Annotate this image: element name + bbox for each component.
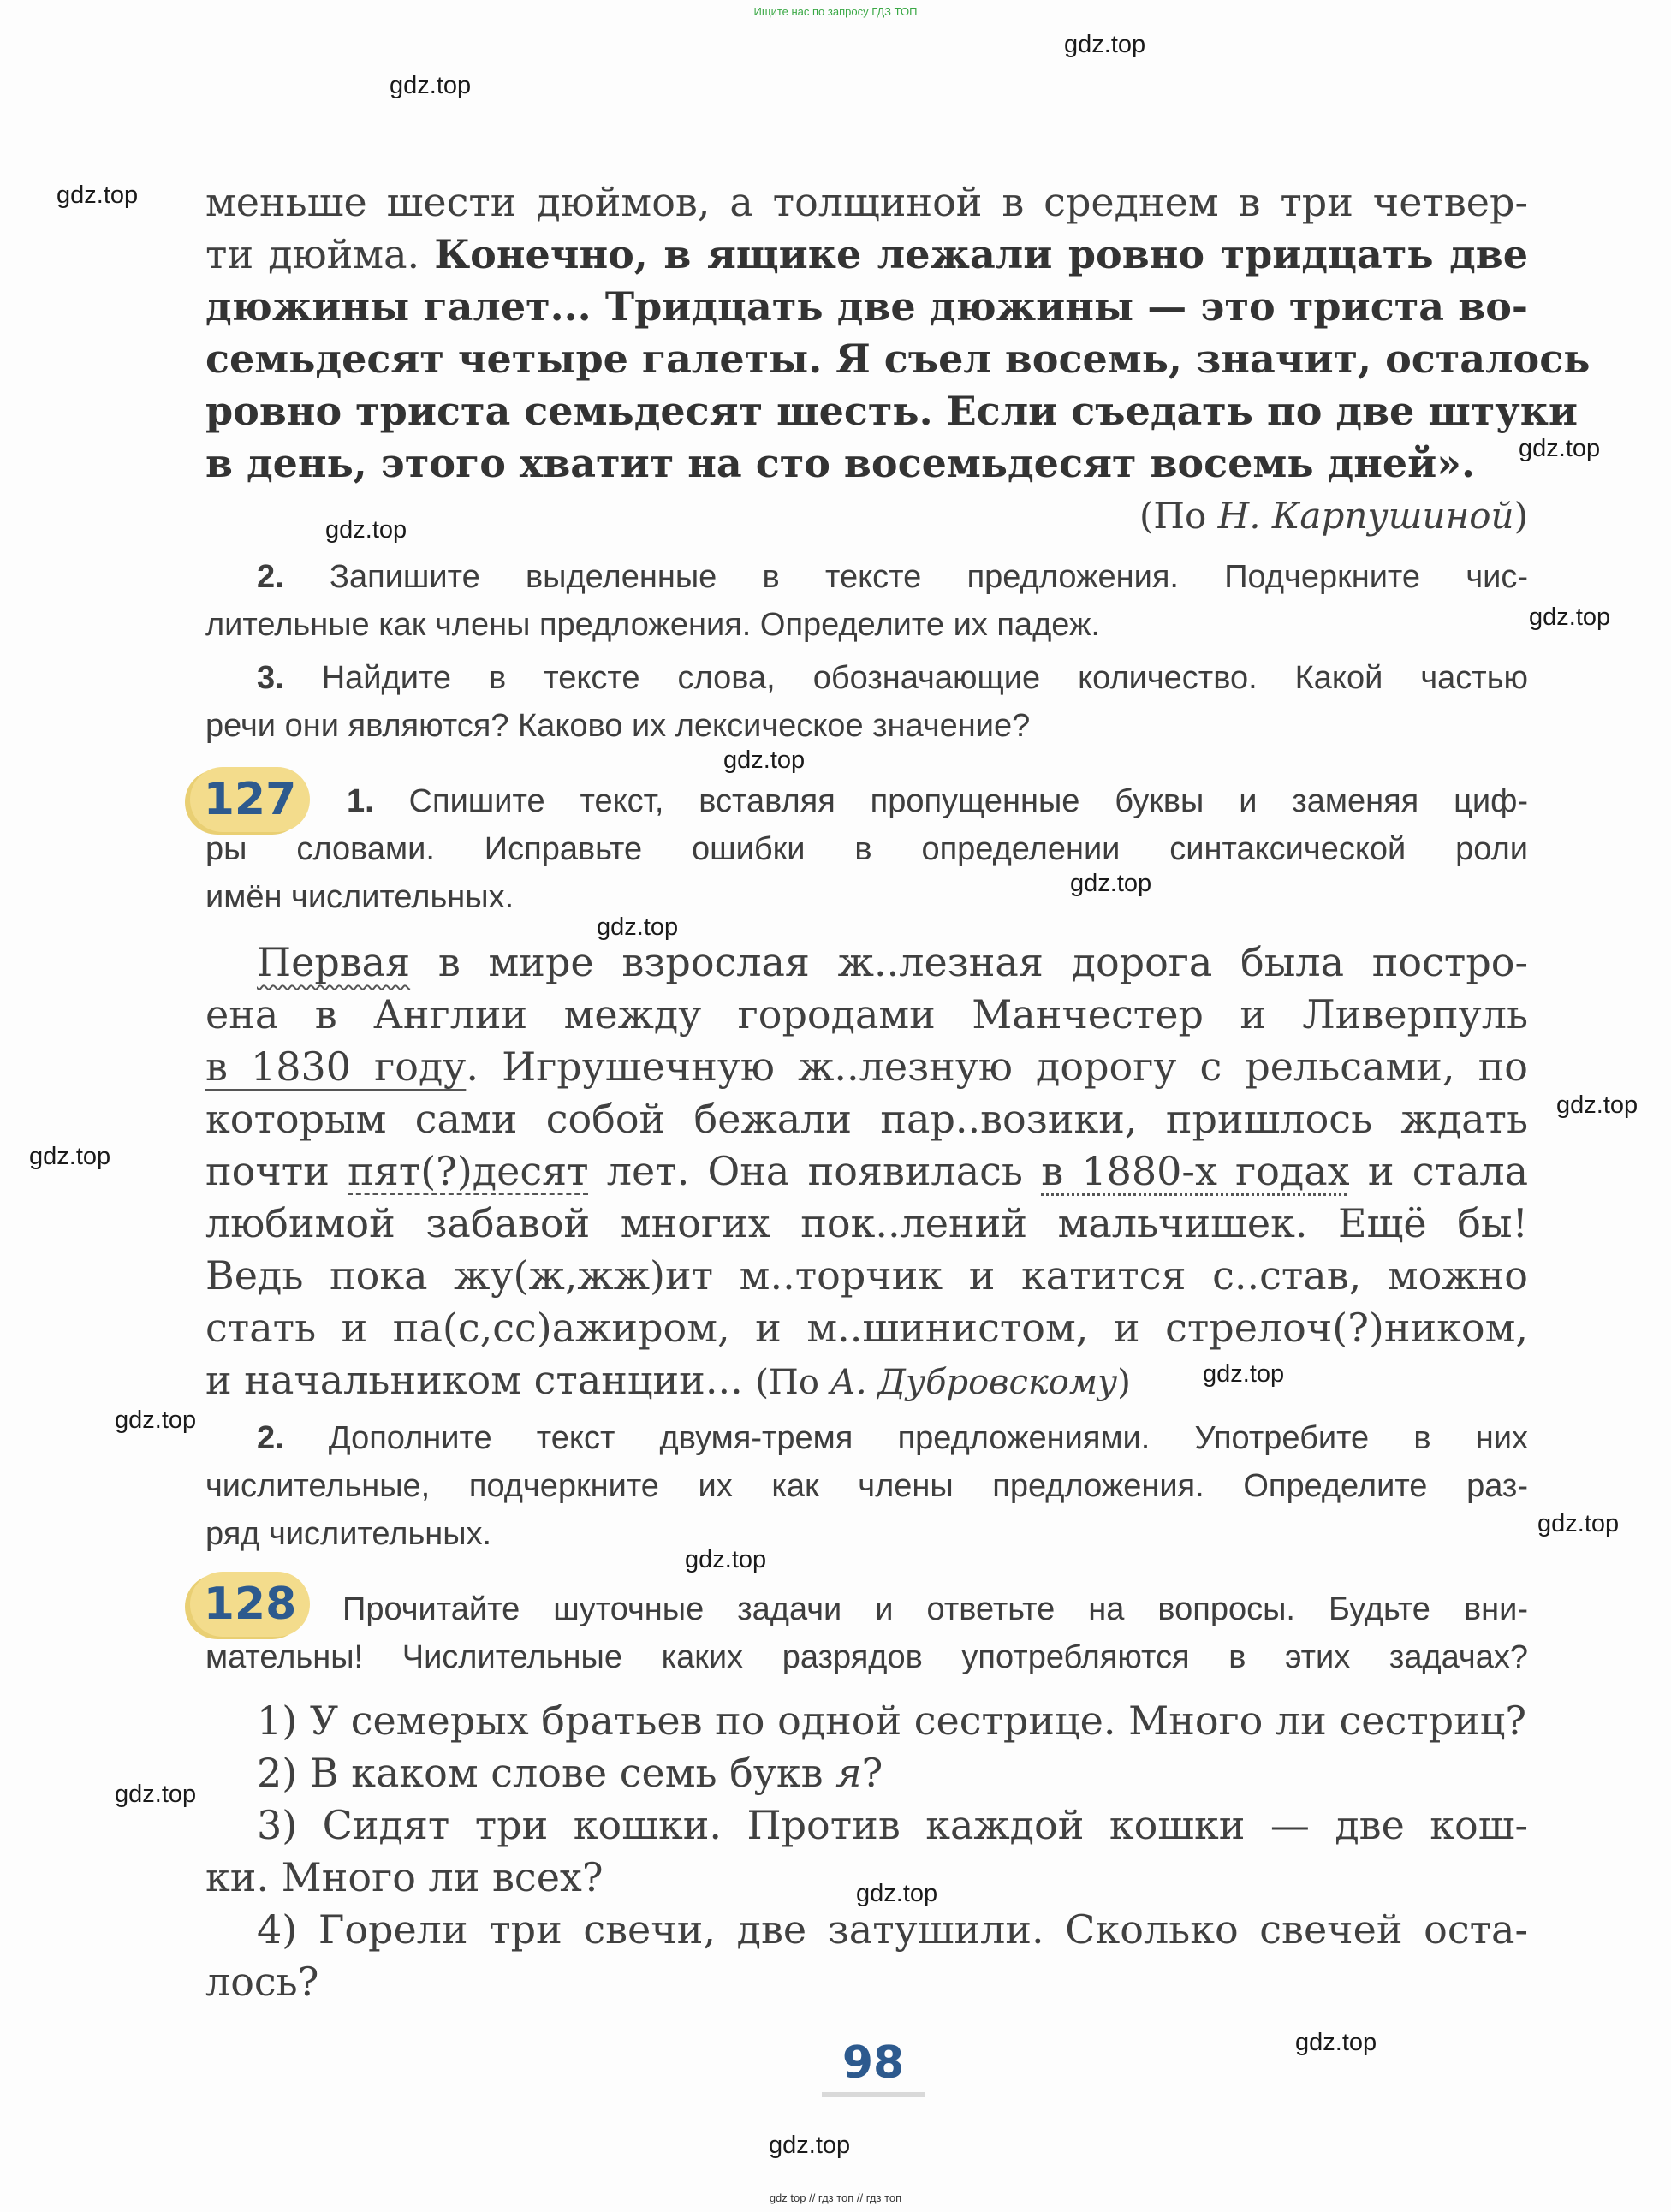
watermark: gdz.top — [1064, 31, 1146, 58]
attribution-prefix: (По — [1139, 495, 1218, 537]
watermark: gdz.top — [29, 1143, 111, 1170]
task-line: Прочитайте шуточные задачи и ответьте на вопросы. Будьте вни- — [342, 1591, 1528, 1627]
plain-text: в мире взрослая ж..лезная дорога была постро- — [410, 939, 1528, 985]
passage-line — [205, 229, 1528, 281]
exercise-128-intro — [205, 1585, 1528, 1681]
italic-letter: я — [836, 1750, 862, 1796]
header-note: Ищите нас по запросу ГДЗ ТОП — [753, 5, 918, 18]
highlighted-sentence: дюжины галет... Тридцать две дюжины — это триста во- — [205, 283, 1528, 330]
text-line: ена в Англии между городами Манчестер и Ливерпуль — [205, 991, 1528, 1038]
watermark: gdz.top — [325, 516, 407, 544]
exercise-128-questions — [205, 1695, 1528, 2008]
passage-line: меньше шести дюймов, а толщиной в среднем в три четвер- — [205, 179, 1528, 225]
plain-text: и стала — [1349, 1148, 1529, 1194]
watermark: gdz.top — [685, 1546, 767, 1573]
watermark: gdz.top — [856, 1880, 938, 1907]
task-line — [205, 1414, 1528, 1462]
highlighted-sentence: в день, этого хватит на сто восемьдесят восемь дней». — [205, 440, 1476, 486]
task-number: 3. — [257, 660, 284, 696]
attribution-prefix: (По — [755, 1363, 830, 1402]
task-text: Найдите в тексте слова, обозначающие количество. Какой частью — [321, 660, 1528, 696]
underlined-word: Первая — [257, 939, 411, 985]
attribution-author: А. Дубровскому — [830, 1363, 1118, 1402]
watermark: gdz.top — [1537, 1510, 1620, 1537]
underlined-word: пят(?)десят — [348, 1148, 589, 1194]
task-text: Дополните текст двумя-тремя предложениями. Употребите в них — [328, 1420, 1528, 1456]
question-line: 3) Сидят три кошки. Против каждой кошки — две кош- — [257, 1802, 1528, 1848]
task-block-top — [205, 553, 1528, 750]
task-line: числительные, подчеркните их как члены предложения. Определите раз- — [205, 1468, 1528, 1504]
watermark: gdz.top — [1556, 1091, 1638, 1119]
exercise-127-task2 — [205, 1414, 1528, 1558]
watermark: gdz.top — [390, 72, 472, 99]
watermark: gdz.top — [1529, 604, 1611, 631]
watermark: gdz.top — [1203, 1360, 1285, 1388]
task-number: 2. — [257, 1420, 284, 1456]
attribution-suffix: ) — [1513, 495, 1528, 537]
underlined-phrase: в 1830 году — [205, 1044, 467, 1090]
question-line: 4) Горели три свечи, две затушили. Сколько свечей оста- — [257, 1906, 1528, 1953]
watermark: gdz.top — [1070, 870, 1152, 897]
text-line: любимой забавой многих пок..лений мальчишек. Ещё бы! — [205, 1200, 1528, 1246]
underlined-phrase: в 1880-х годах — [1041, 1148, 1350, 1194]
question-line — [205, 1747, 1528, 1799]
task-number: 2. — [257, 559, 284, 595]
watermark: gdz.top — [1519, 435, 1601, 462]
question-line: 1) У семерых братьев по одной сестрице. Много ли сестриц? — [257, 1698, 1527, 1744]
exercise-number-badge: 128 — [190, 1572, 310, 1637]
highlighted-sentence: семьдесят четыре галеты. Я съел восемь, значит, осталось — [205, 336, 1591, 382]
task-2-line: лительные как члены предложения. Определите их падеж. — [205, 607, 1100, 643]
text-line — [205, 937, 1528, 989]
task-line: ры словами. Исправьте ошибки в определении синтаксической роли — [205, 831, 1528, 867]
question-line: лось? — [205, 1959, 319, 2005]
watermark: gdz.top — [597, 913, 679, 941]
attribution — [755, 1363, 1130, 1402]
text-line: которым сами собой бежали пар..возики, пришлось ждать — [205, 1096, 1528, 1142]
task-text: Запишите выделенные в тексте предложения. Подчеркните чис- — [330, 559, 1529, 595]
question-line: ки. Много ли всех? — [205, 1854, 604, 1900]
watermark: gdz.top — [1295, 2029, 1377, 2056]
task-line: ряд числительных. — [205, 1516, 492, 1552]
text-line: стать и па(с,сс)ажиром, и м..шинистом, и стрелоч(?)ником, — [205, 1305, 1528, 1351]
footer-note: gdz top // гдз топ // гдз топ — [769, 2191, 902, 2204]
highlighted-sentence: ровно триста семьдесят шесть. Если съедать по две штуки — [205, 388, 1579, 434]
task-line — [205, 777, 1528, 825]
attribution-suffix: ) — [1117, 1363, 1131, 1402]
plain-text: ти дюйма. — [205, 231, 435, 277]
plain-text: . Игрушечную ж..лезную дорогу с рельсами, по — [466, 1044, 1528, 1090]
task-text: Спишите текст, вставляя пропущенные буквы и заменяя циф- — [408, 783, 1528, 819]
attribution-author: Н. Карпушиной — [1217, 495, 1514, 537]
watermark: gdz.top — [723, 746, 806, 774]
text-line — [205, 1354, 1528, 1409]
task-2-line — [205, 553, 1528, 601]
highlighted-sentence: Конечно, в ящике лежали ровно тридцать две — [434, 231, 1528, 277]
text-line: Ведь пока жу(ж,жж)ит м..торчик и катится с..став, можно — [205, 1252, 1528, 1299]
plain-text: 2) В каком слове семь букв — [257, 1750, 836, 1796]
task-line: имён числительных. — [205, 879, 514, 915]
plain-text: ? — [861, 1750, 883, 1796]
task-number: 1. — [347, 783, 374, 819]
exercise-127-task1 — [205, 777, 1528, 921]
page-number: 98 — [822, 2037, 925, 2097]
exercise-number-badge: 127 — [190, 767, 310, 832]
plain-text: и начальником станции... — [205, 1357, 756, 1403]
task-line: мательны! Числительные каких разрядов употребляются в этих задачах? — [205, 1639, 1528, 1675]
task-3-line: речи они являются? Каково их лексическое значение? — [205, 708, 1031, 744]
watermark: gdz.top — [115, 1781, 197, 1808]
task-3-line — [205, 654, 1528, 702]
text-line — [205, 1145, 1528, 1198]
plain-text: лет. Она появилась — [588, 1148, 1042, 1194]
watermark: gdz.top — [769, 2132, 851, 2159]
attribution — [205, 490, 1528, 542]
watermark: gdz.top — [115, 1406, 197, 1434]
plain-text: почти — [205, 1148, 348, 1194]
watermark: gdz.top — [56, 181, 139, 209]
exercise-127-text — [205, 937, 1528, 1409]
text-line — [205, 1041, 1528, 1093]
